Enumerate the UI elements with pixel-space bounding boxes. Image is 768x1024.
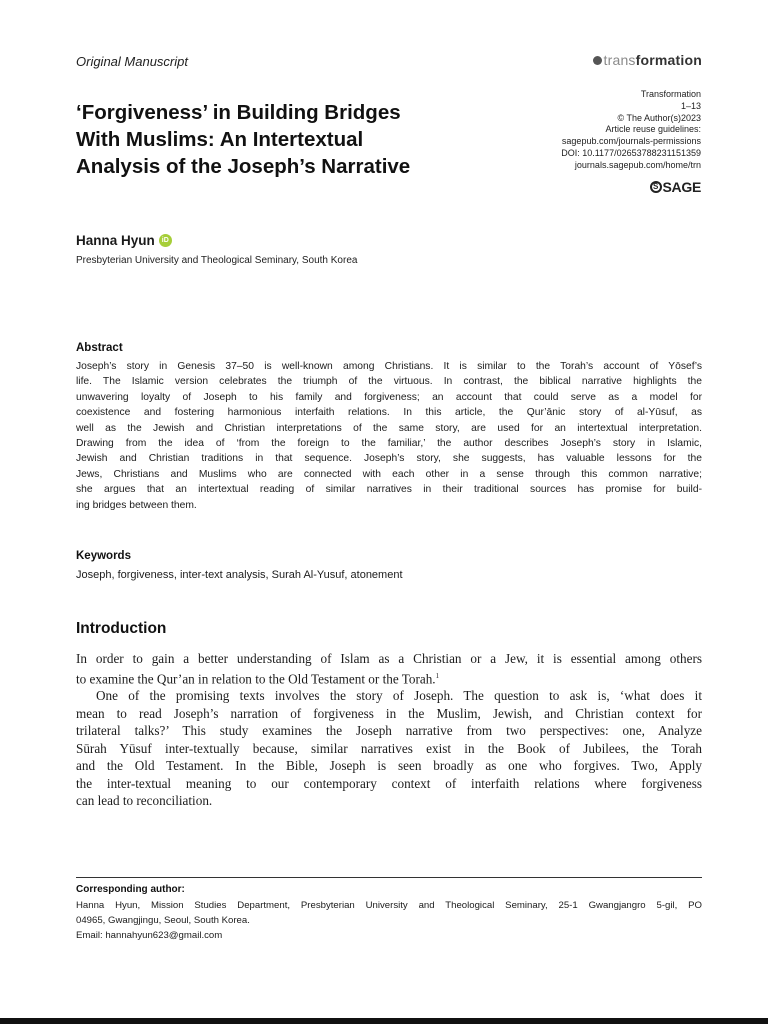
- abstract-line: coexistence and fostering harmonious interfaith relations. In this article, the Qur’ānic story of al-Yūsuf, as: [76, 407, 702, 419]
- introduction-body: [76, 650, 702, 810]
- intro-line-with-footnote: [76, 668, 702, 688]
- title-line: ‘Forgiveness’ in Building Bridges: [76, 101, 401, 124]
- journal-name: Transformation: [640, 89, 701, 99]
- intro-line: One of the promising texts involves the story of Joseph. The question to ask is, ‘what does it: [96, 688, 702, 704]
- permissions-link[interactable]: sagepub.com/journals-permissions: [561, 136, 701, 147]
- journal-home-link[interactable]: journals.sagepub.com/home/trn: [574, 159, 701, 170]
- abstract-line: Jews, Christians and Muslims who are connected with each other in a sense through this common narrative;: [76, 468, 702, 480]
- intro-line: trilateral talks?’ This study examines the Joseph narrative from two perspectives: one, Analyze: [76, 723, 702, 739]
- globe-icon: [593, 56, 602, 65]
- intro-line: and the Old Testament. In the Bible, Joseph is seen broadly as one who forgives. Two, Apply: [76, 758, 702, 774]
- corresponding-line: 04965, Gwangjingu, Seoul, South Korea.: [76, 915, 250, 926]
- author-name: Hanna Hyun: [76, 233, 155, 248]
- publisher-logo: [650, 179, 701, 195]
- corresponding-line: Hanna Hyun, Mission Studies Department, Presbyterian University and Theological Seminary, 25-1 Gwangjangro 5-gil, PO: [76, 900, 702, 911]
- article-title: [76, 99, 496, 180]
- abstract-line: Drawing from the idea of ‘from the foreign to the familiar,’ the author describes Joseph’s story in Islamic,: [76, 438, 702, 450]
- intro-line: the inter-textual meaning to our contemporary context of interfaith relations where forgiveness: [76, 775, 702, 791]
- abstract-line: Joseph’s story in Genesis 37–50 is well-known among Christians. It is similar to the Torah’s account of Yōsef’s: [76, 361, 702, 372]
- intro-line: Sūrah Yūsuf inter-textually because, similar narratives exist in the Book of Jubilees, the Torah: [76, 740, 702, 756]
- copyright: © The Author(s)2023: [617, 112, 701, 123]
- reuse-label[interactable]: Article reuse guidelines:: [605, 124, 701, 135]
- introduction-heading: Introduction: [76, 620, 167, 637]
- page-bottom-bar: [0, 1018, 768, 1024]
- title-line: With Muslims: An Intertextual: [76, 128, 364, 151]
- intro-line: mean to read Joseph’s narration of forgiveness in the Muslim, Jewish, and Christian context for: [76, 705, 702, 721]
- sage-mark-icon: S: [650, 181, 662, 193]
- abstract-line: life. The Islamic version celebrates the triumph of the virtuous. In contrast, the biblical narrative highlights the: [76, 376, 702, 388]
- abstract-line: she argues that an intertextual reading of similar narratives in their traditional sources has promise for build-: [76, 484, 702, 496]
- abstract-line: unwavering loyalty of Joseph to his family and forgiveness; an account that could serve as a model for: [76, 391, 702, 403]
- abstract-heading: Abstract: [76, 342, 123, 354]
- abstract-line: ing bridges between them.: [76, 499, 197, 511]
- abstract-line: Jewish and Christian traditions in that sequence. Joseph’s story, she suggests, has valuable lessons for the: [76, 453, 702, 465]
- intro-line: to examine the Qur’an in relation to the Old Testament or the Torah.: [76, 670, 436, 686]
- orcid-icon[interactable]: iD: [159, 234, 172, 247]
- footnote-divider: [76, 877, 702, 878]
- corresponding-author-heading: Corresponding author:: [76, 884, 185, 895]
- journal-logo: [593, 52, 703, 68]
- keywords-list: Joseph, forgiveness, inter-text analysis, Surah Al-Yusuf, atonement: [76, 569, 403, 581]
- abstract-body: [76, 359, 702, 513]
- corresponding-email[interactable]: Email: hannahyun623@gmail.com: [76, 930, 223, 941]
- corresponding-author-details: [76, 898, 702, 943]
- journal-logo-part-2: form: [635, 52, 668, 68]
- intro-line: In order to gain a better understanding of Islam as a Christian or a Jew, it is essential among others: [76, 651, 702, 666]
- footnote-marker[interactable]: 1: [435, 671, 440, 680]
- intro-line: can lead to reconciliation.: [76, 793, 213, 809]
- journal-logo-part-3: ation: [667, 52, 702, 68]
- author-affiliation: Presbyterian University and Theological Seminary, South Korea: [76, 255, 358, 266]
- keywords-heading: Keywords: [76, 550, 131, 562]
- page-range: 1–13: [680, 100, 701, 111]
- article-metadata: [501, 89, 701, 172]
- manuscript-type-label: Original Manuscript: [76, 54, 188, 69]
- author: [76, 233, 172, 248]
- doi[interactable]: DOI: 10.1177/02653788231151359: [561, 147, 701, 158]
- abstract-line: well as the Jewish and Christian interpretations of the same story, are used for an intertextual interpretation.: [76, 422, 702, 434]
- publisher-name: SAGE: [662, 179, 701, 195]
- title-line: Analysis of the Joseph’s Narrative: [76, 155, 411, 178]
- journal-logo-part-1: trans: [603, 52, 636, 68]
